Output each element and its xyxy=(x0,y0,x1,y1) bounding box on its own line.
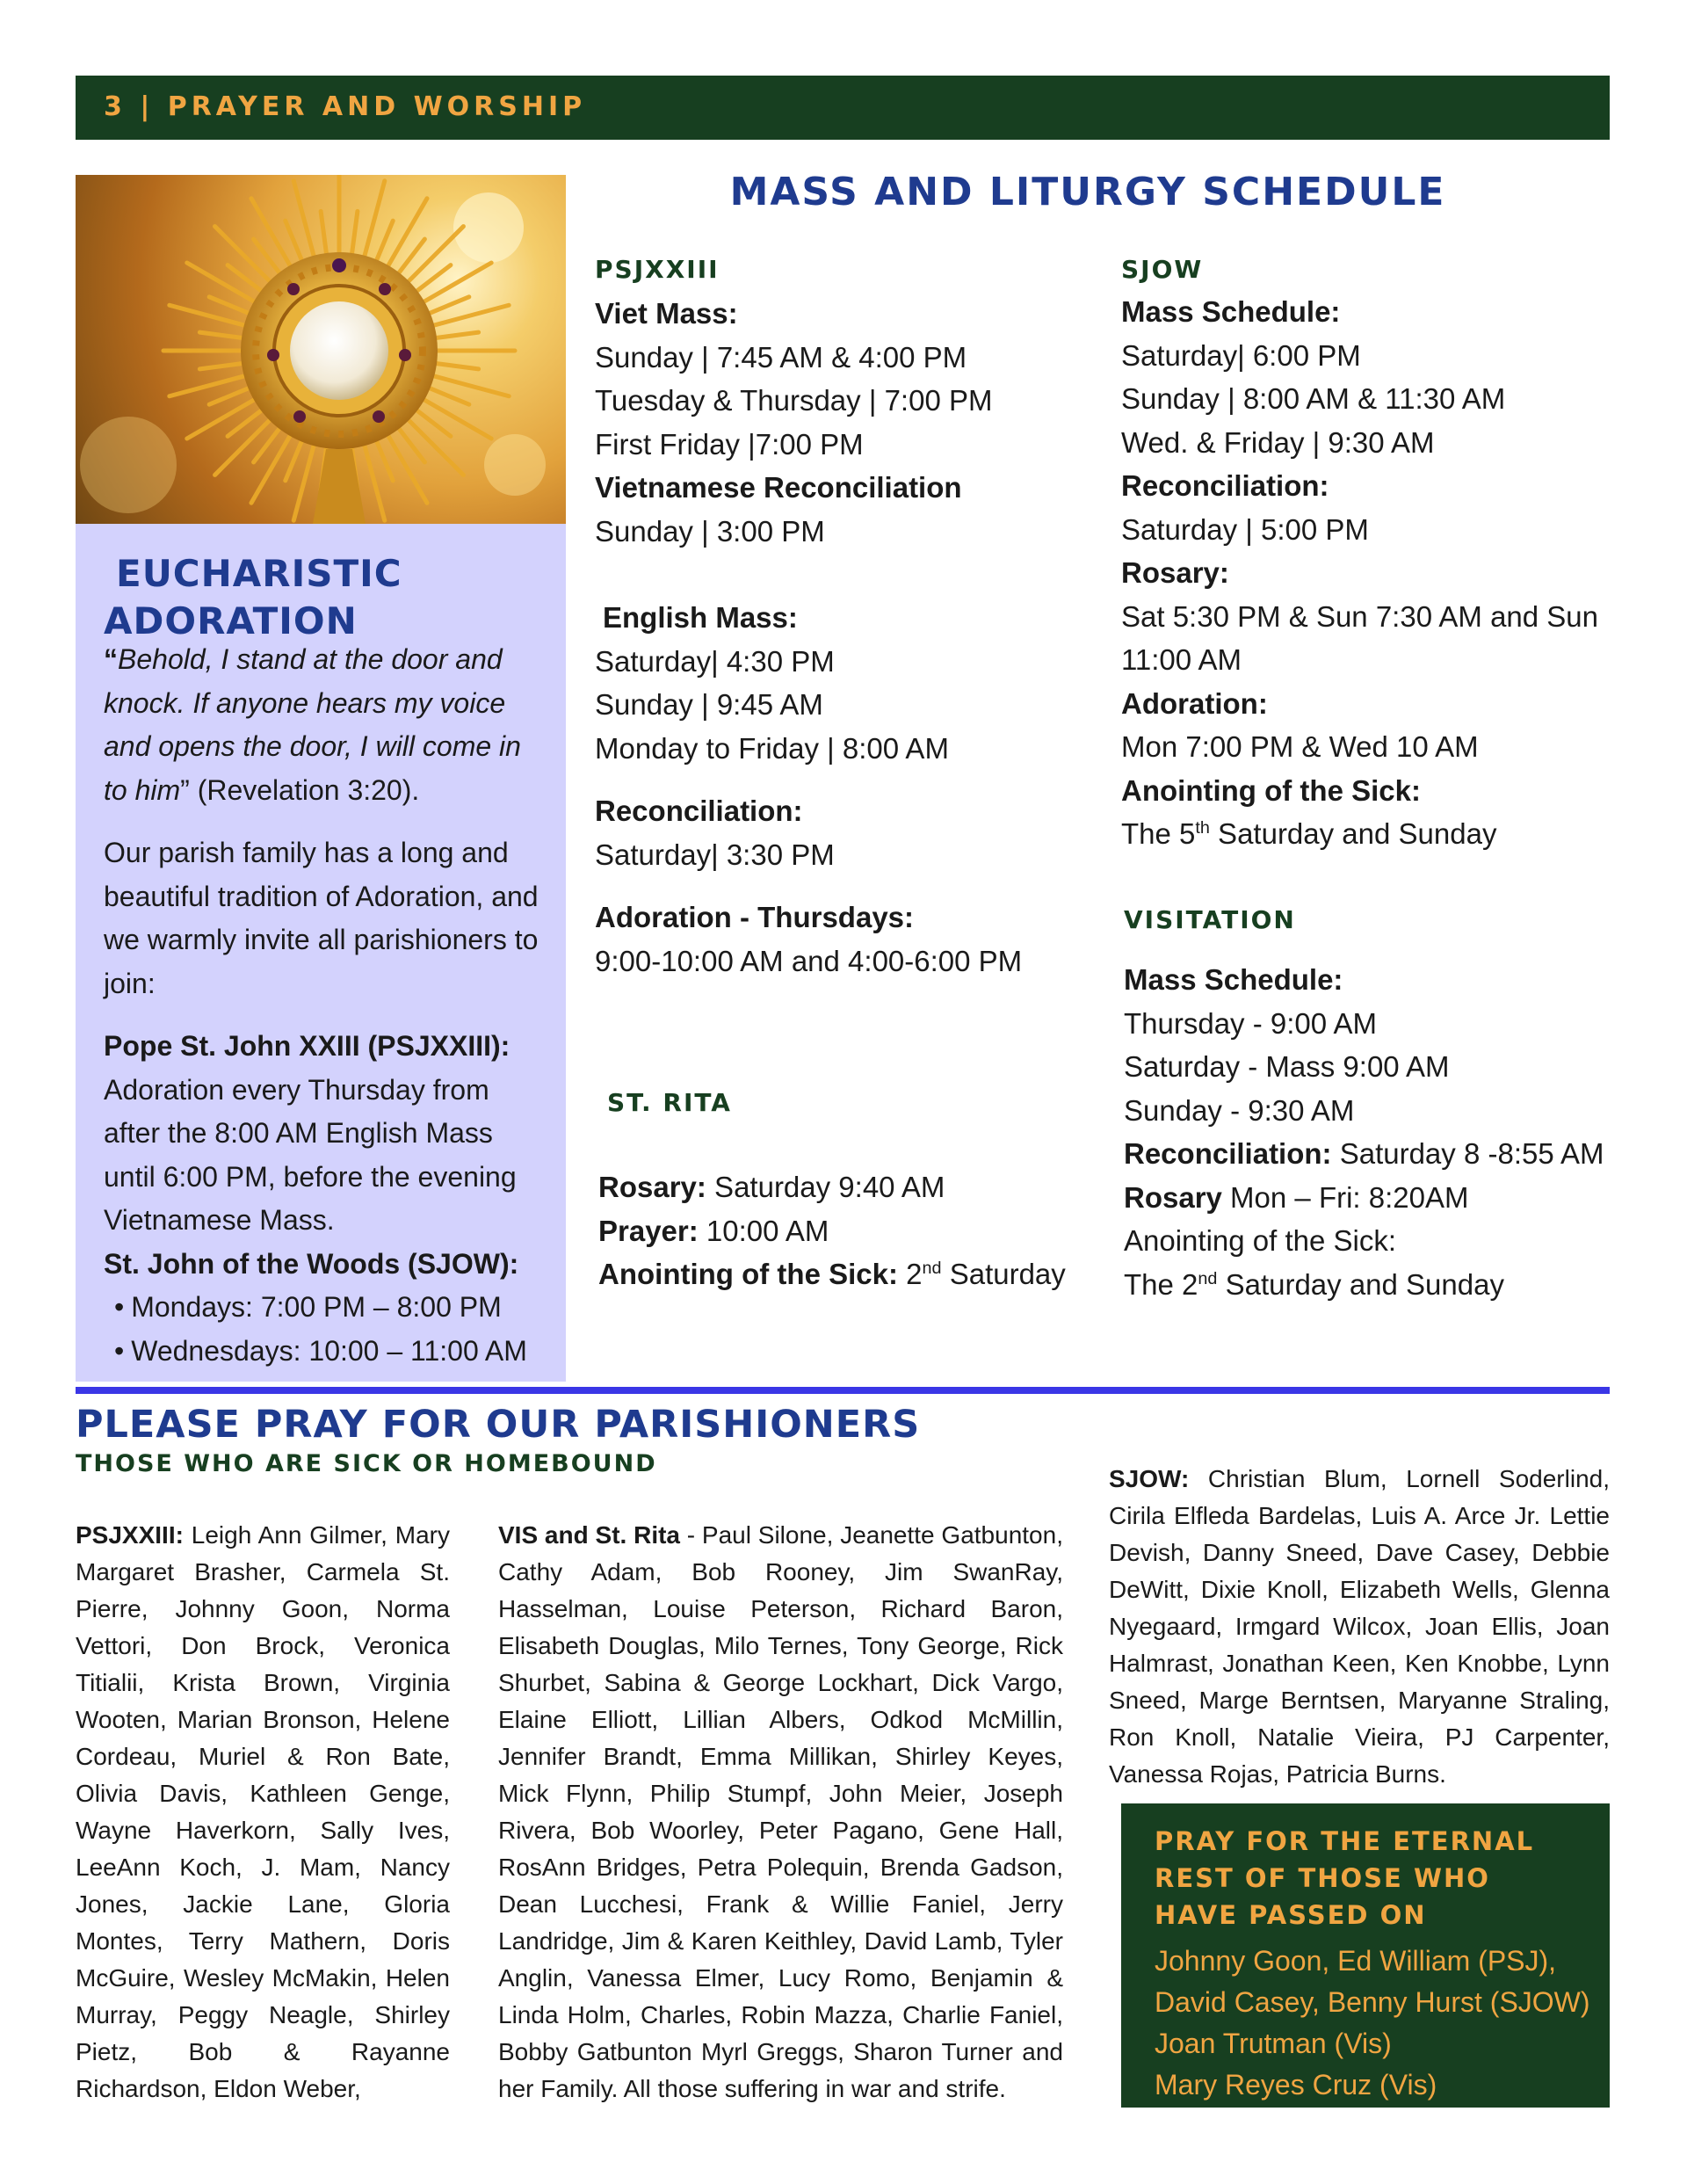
schedule-line: Tuesday & Thursday | 7:00 PM xyxy=(595,384,993,417)
sjow-mass-label: Mass Schedule: xyxy=(1121,295,1341,328)
monstrance-ray xyxy=(321,211,327,255)
monstrance-ray xyxy=(423,263,491,302)
schedule-line: Monday to Friday | 8:00 AM xyxy=(595,731,949,765)
monstrance-ray xyxy=(387,199,427,267)
visitation-rosary: Rosary Mon – Fri: 8:20AM xyxy=(1124,1180,1469,1214)
section-divider xyxy=(76,1387,1610,1394)
schedule-line: 9:00-10:00 AM and 4:00-6:00 PM xyxy=(595,944,1023,977)
visitation-schedule xyxy=(1124,958,1616,1306)
psj-sick-list xyxy=(76,1517,450,2108)
sjow-adoration-item: • Mondays: 7:00 PM – 8:00 PM xyxy=(104,1286,543,1330)
monstrance-ray xyxy=(286,221,302,261)
sjow-heading: SJOW xyxy=(1121,255,1204,284)
monstrance-ray xyxy=(187,399,256,439)
psj-adoration-text: Adoration every Thursday from after the 8:00 AM English Mass until 6:00 PM, before the evening Vietnamese Mass. xyxy=(104,1073,517,1236)
schedule-line: Saturday| 6:00 PM xyxy=(1121,338,1361,372)
sjow-sick-list xyxy=(1109,1461,1610,1793)
sjow-anoint-label: Anointing of the Sick: xyxy=(1121,773,1421,807)
quote-mark: “ xyxy=(104,643,118,675)
monstrance-ray xyxy=(435,332,479,338)
adoration-panel xyxy=(76,524,566,1382)
monstrance-ray xyxy=(199,332,243,338)
sjow-sick-names: Christian Blum, Lornell Soderlind, Cirila Elfleda Bardelas, Luis A. Arce Jr. Lettie Devish, Danny Sneed, Dave Casey, Debbie DeWitt, Dixie Knoll, Elizabeth Wells, Glenna Nyegaard, Irmgard Wilcox, Joan Ellis, Joan Halmrast, Jonathan Keen, Ken Knobbe, Lynn Sneed, Marge Berntsen, Maryanne Straling, Ron Knoll, Natalie Vieira, PJ Carpenter, Vanessa Rojas, Patricia Burns. xyxy=(1109,1465,1610,1788)
eternal-rest-title: PRAY FOR THE ETERNAL REST OF THOSE WHO HAVE PASSED ON xyxy=(1155,1826,1535,1930)
schedule-line: Wed. & Friday | 9:30 AM xyxy=(1121,425,1435,459)
eternal-rest-name: Joan Trutman (Vis) xyxy=(1155,2028,1392,2059)
viet-recon-label: Vietnamese Reconciliation xyxy=(595,471,962,504)
sjow-adoration-label: St. John of the Woods (SJOW): xyxy=(104,1247,519,1280)
schedule-line: First Friday |7:00 PM xyxy=(595,427,864,461)
sjow-adoration-item: • Wednesdays: 10:00 – 11:00 AM xyxy=(104,1330,543,1374)
visitation-mass-label: Mass Schedule: xyxy=(1124,963,1343,996)
quote-citation: ” (Revelation 3:20). xyxy=(180,773,420,806)
monstrance-ray xyxy=(376,221,393,261)
quote-text: Behold, I stand at the door and knock. If anyone hears my voice and opens the door, I will come in to him xyxy=(104,643,521,806)
monstrance-illustration xyxy=(76,175,566,524)
strita-rosary: Rosary: Saturday 9:40 AM xyxy=(598,1171,945,1203)
sjow-recon-label: Reconciliation: xyxy=(1121,469,1329,502)
schedule-line: Saturday | 5:00 PM xyxy=(1121,512,1369,546)
recon-label: Reconciliation: xyxy=(595,795,803,827)
sjow-rosary-label: Rosary: xyxy=(1121,556,1229,589)
monstrance-ray xyxy=(429,388,469,404)
sjow-adoration-label: Adoration: xyxy=(1121,686,1268,720)
section-header-bar xyxy=(76,76,1610,140)
monstrance-ray xyxy=(435,363,479,369)
adoration-title xyxy=(104,550,543,645)
schedule-line: Sunday | 3:00 PM xyxy=(595,514,825,548)
visitation-recon: Reconciliation: Saturday 8 -8:55 AM xyxy=(1124,1137,1604,1170)
eternal-rest-name: David Casey, Benny Hurst (SJOW) xyxy=(1155,1986,1590,2018)
visitation-anoint-line: The 2nd Saturday and Sunday xyxy=(1124,1267,1504,1301)
monstrance-ray xyxy=(423,399,491,439)
adoration-title-line2: ADORATION xyxy=(104,599,358,642)
vis-sick-label: VIS and St. Rita xyxy=(498,1521,680,1549)
adoration-title-line1: EUCHARISTIC xyxy=(116,552,402,595)
monstrance-ray xyxy=(408,419,464,475)
monstrance-ray xyxy=(408,227,464,283)
sjow-anoint-line: The 5th Saturday and Sunday xyxy=(1121,817,1497,850)
eternal-rest-name: Johnny Goon, Ed William (PSJ), xyxy=(1155,1945,1557,1977)
strita-schedule xyxy=(598,1165,1090,1296)
monstrance-ray xyxy=(215,227,272,283)
psj-schedule xyxy=(595,292,1087,983)
schedule-line: Sunday | 9:45 AM xyxy=(595,688,823,721)
visitation-heading: VISITATION xyxy=(1124,905,1296,934)
psj-sick-names: Leigh Ann Gilmer, Mary Margaret Brasher, Carmela St. Pierre, Johnny Goon, Norma Vettori, Don Brock, Veronica Titialii, Krista Brown, Virginia Wooten, Marian Bronson, Helene Cordeau, Muriel & Ron Bate, Olivia Davis, Kathleen Genge, Wayne Haverkorn, Sally Ives, LeeAnn Koch, J. Mam, Nancy Jones, Jackie Lane, Gloria Montes, Terry Mathern, Doris McGuire, Wesley McMakin, Helen Murray, Peggy Neagle, Shirley Pietz, Bob & Rayanne Richardson, Eldon Weber, xyxy=(76,1521,450,2102)
adoration-quote xyxy=(104,638,543,812)
strita-heading: ST. RITA xyxy=(607,1088,732,1117)
eternal-rest-name: Mary Reyes Cruz (Vis) xyxy=(1155,2069,1437,2101)
schedule-line: Thursday - 9:00 AM xyxy=(1124,1006,1377,1040)
pray-title: PLEASE PRAY FOR OUR PARISHIONERS xyxy=(76,1403,921,1447)
monstrance-ray xyxy=(209,297,250,314)
sjow-sick-label: SJOW: xyxy=(1109,1465,1190,1492)
schedule-line: Sunday | 7:45 AM & 4:00 PM xyxy=(595,340,967,374)
strita-anointing: Anointing of the Sick: 2nd Saturday xyxy=(598,1258,1066,1290)
section-header-label: 3 | PRAYER AND WORSHIP xyxy=(104,91,587,122)
monstrance-ray xyxy=(387,434,427,503)
monstrance-ray xyxy=(251,199,291,267)
schedule-line: Sat 5:30 PM & Sun 7:30 AM and Sun xyxy=(1121,599,1599,633)
viet-mass-label: Viet Mass: xyxy=(595,297,738,330)
monstrance-ray xyxy=(251,434,291,503)
monstrance-image xyxy=(76,175,566,524)
english-mass-label: English Mass: xyxy=(603,601,798,634)
schedule-line: Saturday| 4:30 PM xyxy=(595,644,835,678)
eternal-rest-list xyxy=(1155,1941,1594,2106)
monstrance-ray xyxy=(351,211,358,255)
visitation-anoint-label: Anointing of the Sick: xyxy=(1124,1224,1397,1257)
vis-sick-list xyxy=(498,1517,1063,2108)
monstrance-ray xyxy=(187,263,256,302)
monstrance-ray xyxy=(376,440,393,481)
vis-sick-names: - Paul Silone, Jeanette Gatbunton, Cathy Adam, Bob Rooney, Jim SwanRay, Hasselman, Louise Peterson, Richard Baron, Elisabeth Douglas, Milo Ternes, Tony George, Rick Shurbet, Sabina & George Lockhart, Dick Vargo, Elaine Elliott, Lillian Albers, Odkod McMillin, Jennifer Brandt, Emma Millikan, Shirley Keyes, Mick Flynn, Philip Stumpf, John Meier, Joseph Rivera, Bob Woorley, Peter Pagano, Gene Hall, RosAnn Bridges, Petra Polequin, Brenda Gadson, Dean Lucchesi, Frank & Willie Faniel, Jerry Landridge, Jim & Karen Keithley, David Lamb, Tyler Anglin, Vanessa Elmer, Lucy Romo, Benjamin & Linda Holm, Charles, Robin Mazza, Charlie Faniel, Bobby Gatbunton Myrl Greggs, Sharon Turner and her Family. All those suffering in war and strife. xyxy=(498,1521,1063,2102)
schedule-line: 11:00 AM xyxy=(1121,643,1242,676)
schedule-line: Saturday| 3:30 PM xyxy=(595,838,835,871)
pray-subtitle: THOSE WHO ARE SICK OR HOMEBOUND xyxy=(76,1450,657,1477)
monstrance-ray xyxy=(286,440,302,481)
strita-prayer: Prayer: 10:00 AM xyxy=(598,1214,829,1247)
monstrance-ray xyxy=(429,297,469,314)
eternal-rest-box xyxy=(1121,1803,1610,2108)
schedule-line: Sunday - 9:30 AM xyxy=(1124,1093,1355,1127)
schedule-line: Saturday - Mass 9:00 AM xyxy=(1124,1050,1450,1083)
adoration-thursdays-label: Adoration - Thursdays: xyxy=(595,901,915,933)
sjow-adoration-list xyxy=(104,1286,543,1373)
adoration-body xyxy=(104,638,543,1373)
schedule-line: Mon 7:00 PM & Wed 10 AM xyxy=(1121,730,1479,763)
monstrance-ray xyxy=(215,419,272,475)
psj-adoration-label: Pope St. John XXIII (PSJXXIII): xyxy=(104,1030,510,1062)
monstrance-ray xyxy=(199,363,243,369)
schedule-line: Sunday | 8:00 AM & 11:30 AM xyxy=(1121,382,1506,415)
adoration-intro: Our parish family has a long and beautiful tradition of Adoration, and we warmly invite all parishioners to join: xyxy=(104,837,539,999)
page-title: MASS AND LITURGY SCHEDULE xyxy=(729,170,1446,214)
psj-sick-label: PSJXXIII: xyxy=(76,1521,184,1549)
sjow-schedule xyxy=(1121,290,1613,856)
monstrance-ray xyxy=(209,388,250,404)
psj-heading: PSJXXIII xyxy=(595,255,720,284)
